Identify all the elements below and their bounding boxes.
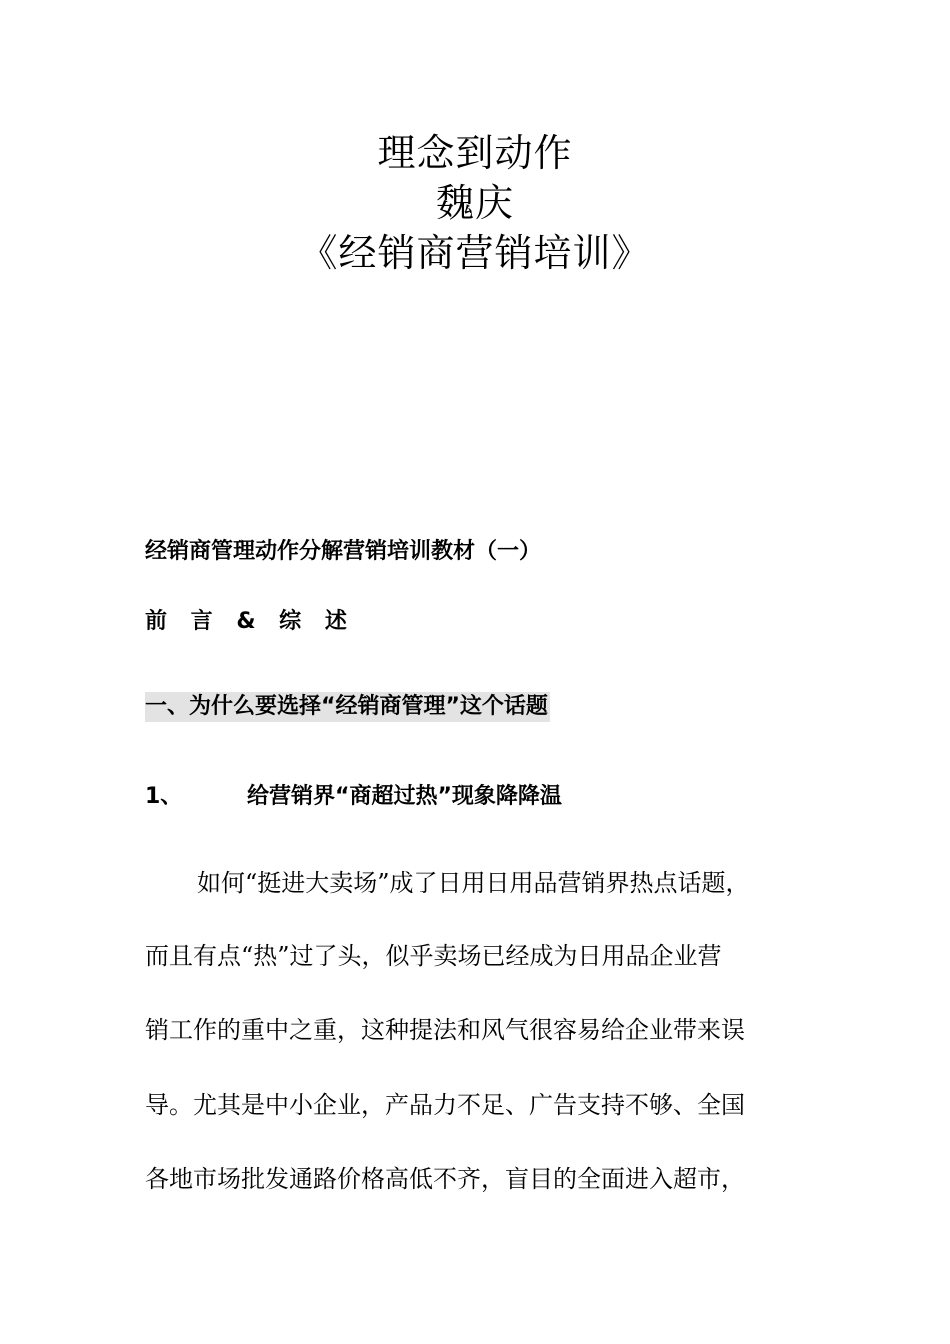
cover-subtitle: 《经销商营销培训》	[299, 231, 651, 275]
body-line-1: 如何“挺进大卖场”成了日用日用品营销界热点话题，	[197, 869, 750, 897]
cover-title: 理念到动作	[377, 131, 573, 175]
cover-author: 魏庆	[435, 181, 514, 225]
item-one-title: 给营销界“商超过热”现象降降温	[247, 784, 562, 809]
body-line-4: 导。尤其是中小企业，产品力不足、广告支持不够、全国	[145, 1091, 745, 1119]
item-one-heading	[145, 782, 562, 812]
body-line-2: 而且有点“热”过了头，似乎卖场已经成为日用品企业营	[145, 942, 722, 970]
preface-heading: 前 言 & 综 述	[145, 609, 355, 634]
body-line-5: 各地市场批发通路价格高低不齐，盲目的全面进入超市，	[145, 1165, 745, 1193]
section-one-heading: 一、为什么要选择“经销商管理”这个话题	[145, 692, 550, 722]
body-line-3: 销工作的重中之重，这种提法和风气很容易给企业带来误	[145, 1016, 745, 1044]
series-title-heading: 经销商管理动作分解营销培训教材（一）	[145, 539, 542, 564]
item-one-number: 1、	[145, 784, 183, 809]
